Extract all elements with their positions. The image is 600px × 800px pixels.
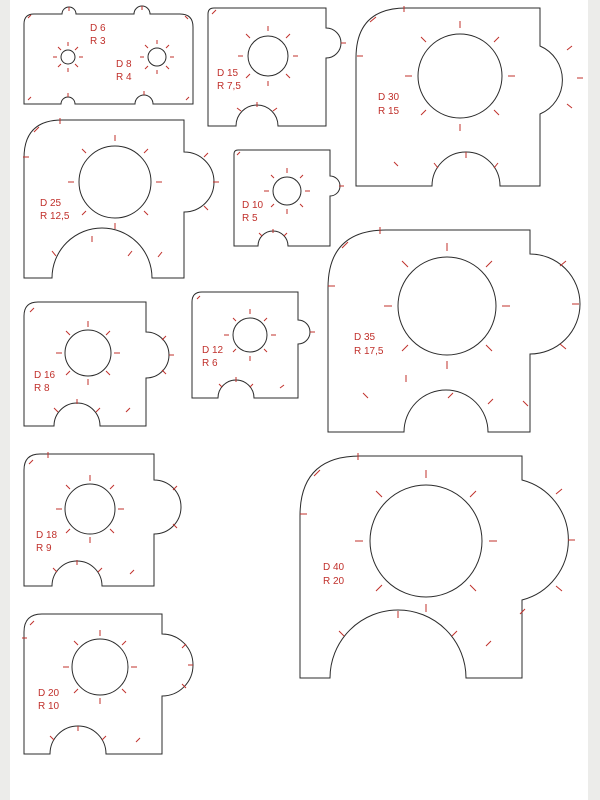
label-d6-diameter: D 6 — [90, 23, 106, 34]
hole-d40-ticks — [355, 470, 497, 612]
edge-ticks — [30, 308, 174, 412]
hole-d20 — [72, 639, 128, 695]
edge-ticks — [22, 621, 193, 742]
hole-d8-ticks — [140, 40, 174, 74]
label-d16-diameter: D 16 — [34, 370, 56, 381]
label-d6-radius: R 3 — [90, 36, 106, 47]
hole-d25 — [79, 146, 151, 218]
hole-d6-ticks — [53, 42, 83, 72]
hole-d18 — [65, 484, 115, 534]
hole-d16-ticks — [56, 321, 120, 385]
template-d6-d8 — [24, 6, 193, 104]
template-sheet — [10, 0, 588, 800]
template-d25 — [23, 118, 219, 278]
label-d40-diameter: D 40 — [323, 562, 345, 573]
edge-ticks — [29, 452, 177, 574]
edge-ticks — [328, 227, 579, 406]
label-d30-diameter: D 30 — [378, 92, 400, 103]
label-d40-radius: R 20 — [323, 576, 345, 587]
hole-d35-ticks — [384, 243, 510, 369]
edge-ticks — [23, 118, 219, 257]
edge-ticks — [197, 296, 315, 388]
template-d30 — [356, 6, 583, 186]
label-d25-radius: R 12,5 — [40, 211, 70, 222]
hole-d12 — [233, 318, 267, 352]
template-d40 — [300, 453, 575, 678]
label-d12-diameter: D 12 — [202, 345, 224, 356]
hole-d10-ticks — [264, 168, 310, 214]
label-d15-diameter: D 15 — [217, 68, 239, 79]
template-outline — [234, 150, 340, 246]
template-d35 — [328, 227, 580, 432]
label-d10-diameter: D 10 — [242, 200, 264, 211]
hole-d18-ticks — [56, 475, 124, 543]
hole-d30 — [418, 34, 502, 118]
template-d10 — [234, 150, 344, 246]
label-d12-radius: R 6 — [202, 358, 218, 369]
hole-d25-ticks — [68, 135, 162, 229]
label-d10-radius: R 5 — [242, 213, 258, 224]
label-d15-radius: R 7,5 — [217, 81, 241, 92]
hole-d8 — [148, 48, 166, 66]
hole-d35 — [398, 257, 496, 355]
hole-d6 — [61, 50, 75, 64]
hole-d15-ticks — [238, 26, 298, 86]
label-d18-radius: R 9 — [36, 543, 52, 554]
hole-d10 — [273, 177, 301, 205]
label-d35-diameter: D 35 — [354, 332, 376, 343]
template-outline — [24, 454, 181, 586]
label-d20-diameter: D 20 — [38, 688, 60, 699]
template-d12 — [192, 292, 315, 398]
hole-d20-ticks — [63, 630, 137, 704]
template-outline — [24, 6, 193, 104]
hole-d16 — [65, 330, 111, 376]
hole-d40 — [370, 485, 482, 597]
label-d16-radius: R 8 — [34, 383, 50, 394]
template-d15 — [208, 8, 346, 126]
label-d18-diameter: D 18 — [36, 530, 58, 541]
edge-ticks — [300, 453, 575, 646]
label-d35-radius: R 17,5 — [354, 346, 384, 357]
hole-d30-ticks — [405, 21, 515, 131]
label-d30-radius: R 15 — [378, 106, 400, 117]
template-d16 — [24, 302, 174, 426]
hole-d15 — [248, 36, 288, 76]
label-d8-diameter: D 8 — [116, 59, 132, 70]
template-outline — [328, 230, 580, 432]
label-d8-radius: R 4 — [116, 72, 132, 83]
template-d18 — [24, 452, 181, 586]
template-outline — [208, 8, 341, 126]
template-d20 — [22, 614, 193, 754]
template-outline — [24, 614, 193, 754]
hole-d12-ticks — [224, 309, 276, 361]
label-d20-radius: R 10 — [38, 701, 60, 712]
edge-ticks — [357, 6, 583, 168]
template-outline — [24, 302, 169, 426]
label-d25-diameter: D 25 — [40, 198, 62, 209]
template-drawing — [10, 0, 588, 800]
